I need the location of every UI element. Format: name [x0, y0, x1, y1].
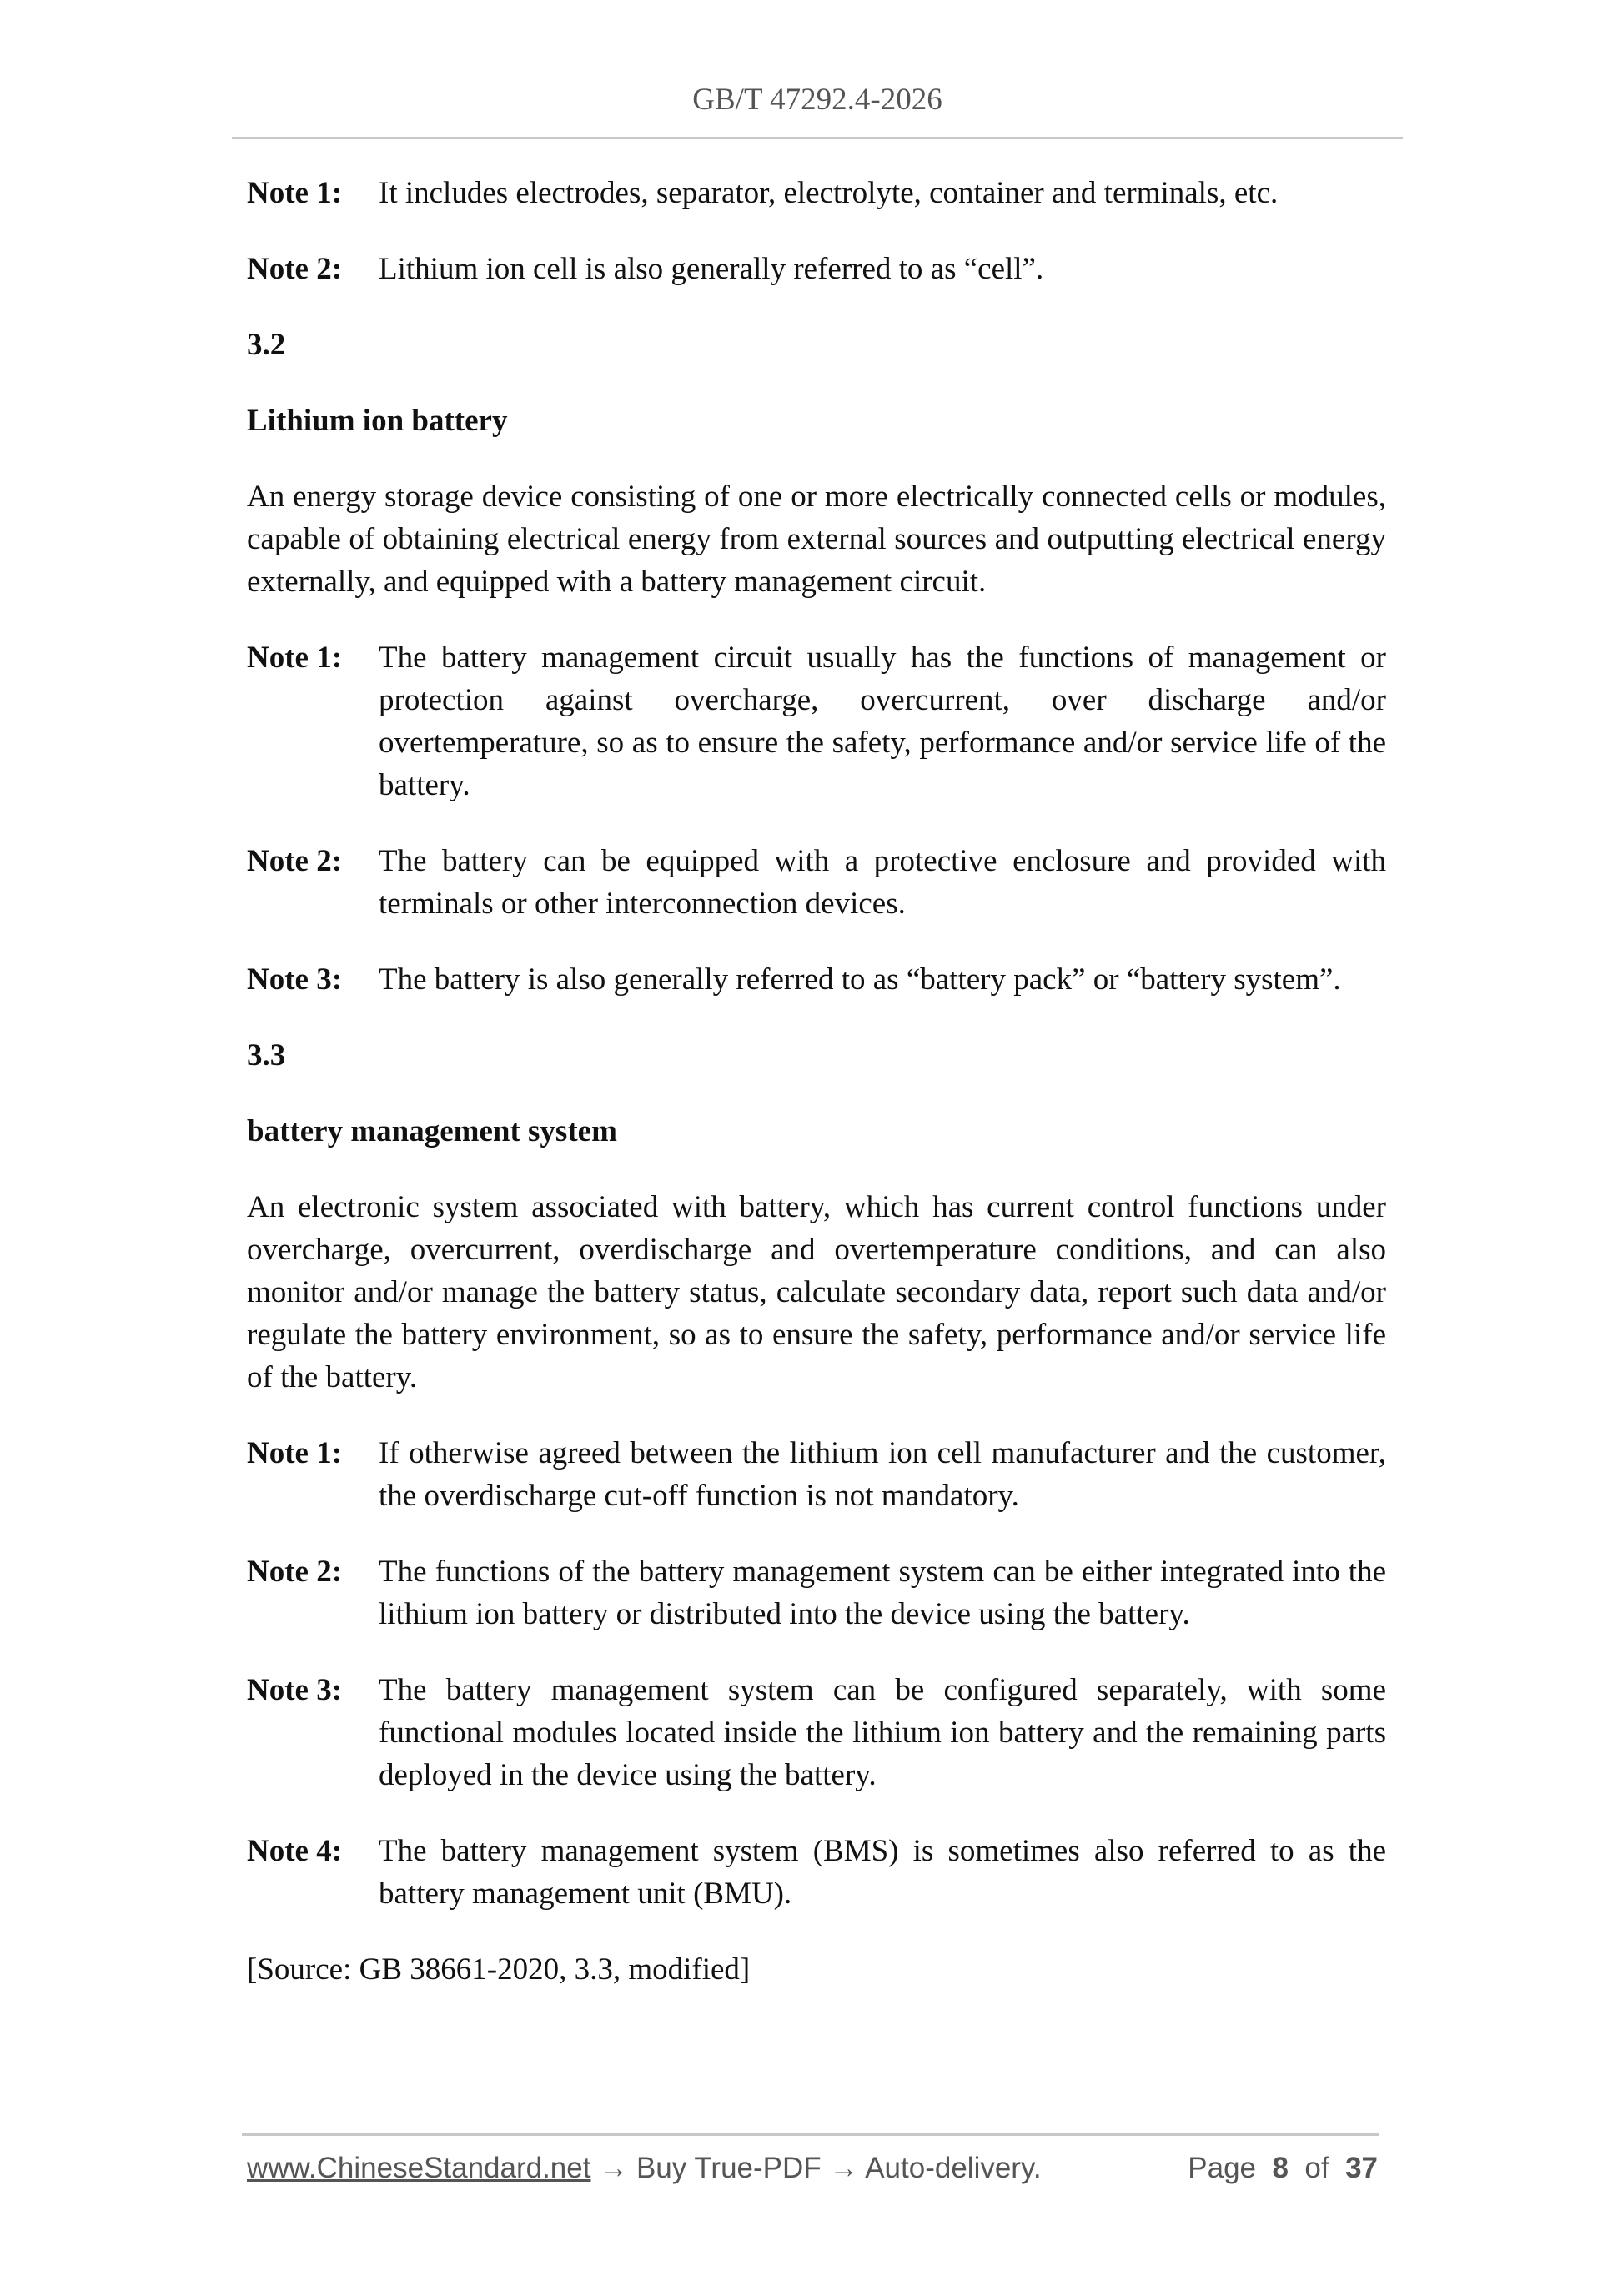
- footer-divider: [242, 2133, 1379, 2136]
- note-label: Note 4:: [247, 1834, 343, 1868]
- note-text: The battery can be equipped with a protective enclosure and provided with terminals or other interconnection devices.: [379, 844, 1386, 921]
- arrow-right-icon: →: [599, 2152, 629, 2184]
- term-definition-3-2: An energy storage device consisting of one or more electrically connected cells or modules, capable of obtaining electrical energy from external sources and outputting electrical energy externally, and equipped with a battery management circuit.: [247, 480, 1386, 599]
- note-label: Note 3:: [247, 962, 343, 997]
- note-item: [247, 1550, 1386, 1635]
- note-text: Lithium ion cell is also generally referred to as “cell”.: [379, 252, 1044, 286]
- document-id-header: GB/T 47292.4-2026: [692, 83, 942, 117]
- of-word: of: [1304, 2152, 1329, 2184]
- note-item: [247, 1830, 1386, 1915]
- note-item: [247, 958, 1386, 1001]
- note-text: The battery is also generally referred to as “battery pack” or “battery system”.: [379, 962, 1341, 997]
- arrow-right-icon: →: [829, 2152, 859, 2184]
- note-label: Note 1:: [247, 641, 343, 675]
- header-divider: [232, 137, 1403, 139]
- note-item: [247, 840, 1386, 925]
- note-item: [247, 172, 1386, 214]
- note-text: The functions of the battery management system can be either integrated into the lithium ion battery or distributed into the device using the battery.: [379, 1555, 1386, 1631]
- note-label: Note 1:: [247, 176, 343, 210]
- note-label: Note 2:: [247, 252, 343, 286]
- note-label: Note 2:: [247, 844, 343, 878]
- page-content: [247, 172, 1386, 1991]
- page-word: Page: [1188, 2152, 1257, 2184]
- note-label: Note 1:: [247, 1436, 343, 1470]
- page-footer: [247, 2152, 1378, 2185]
- buy-text: Buy True-PDF: [636, 2152, 822, 2184]
- note-text: The battery management system can be configured separately, with some functional modules located inside the lithium ion battery and the remaining parts deployed in the device using the battery.: [379, 1673, 1386, 1792]
- note-item: [247, 1669, 1386, 1796]
- note-text: It includes electrodes, separator, electrolyte, container and terminals, etc.: [379, 176, 1279, 210]
- page-total: 37: [1345, 2152, 1378, 2184]
- note-text: If otherwise agreed between the lithium ion cell manufacturer and the customer, the overdischarge cut-off function is not mandatory.: [379, 1436, 1386, 1513]
- term-number-3-2: 3.2: [247, 328, 286, 362]
- note-item: [247, 1432, 1386, 1517]
- note-text: The battery management circuit usually has the functions of management or protection against overcharge, overcurrent, over discharge and/or overtemperature, so as to ensure the safety, performance and/or service life of the battery.: [379, 641, 1386, 802]
- note-label: Note 3:: [247, 1673, 343, 1707]
- term-title-3-2: Lithium ion battery: [247, 404, 508, 438]
- source-citation: [Source: GB 38661-2020, 3.3, modified]: [247, 1952, 751, 1987]
- delivery-text: Auto-delivery.: [865, 2152, 1042, 2184]
- term-number-3-3: 3.3: [247, 1038, 286, 1073]
- page-current: 8: [1272, 2152, 1289, 2184]
- note-item: [247, 636, 1386, 806]
- site-link[interactable]: www.ChineseStandard.net: [247, 2152, 591, 2184]
- footer-promo: [247, 2152, 1042, 2185]
- term-title-3-3: battery management system: [247, 1114, 617, 1148]
- note-text: The battery management system (BMS) is sometimes also referred to as the battery management unit (BMU).: [379, 1834, 1386, 1911]
- note-label: Note 2:: [247, 1555, 343, 1589]
- page-indicator: [1188, 2152, 1378, 2185]
- term-definition-3-3: An electronic system associated with battery, which has current control functions under overcharge, overcurrent, overdischarge and overtemperature conditions, and can also monitor and/or manage the battery status, calculate secondary data, report such data and/or regulate the battery environment, so as to ensure the safety, performance and/or service life of the battery.: [247, 1190, 1386, 1394]
- note-item: [247, 248, 1386, 290]
